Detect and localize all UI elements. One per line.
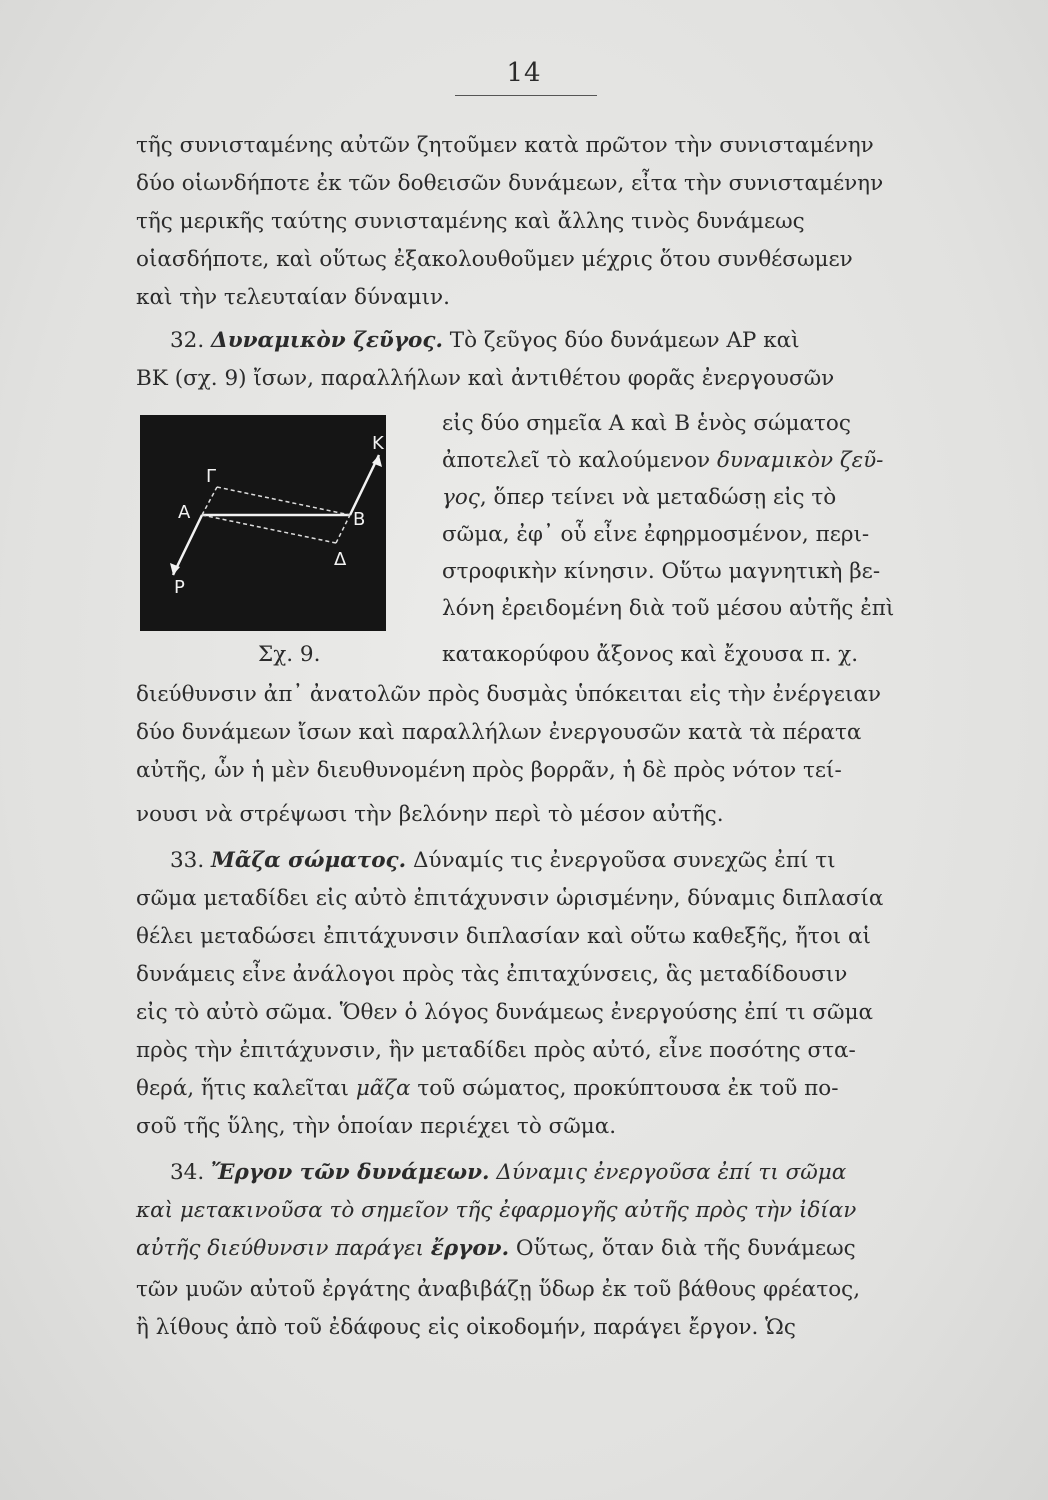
text-line: εἰς δύο σημεῖα Α καὶ Β ἑνὸς σώματος — [442, 411, 851, 436]
text-line: θέλει μεταδώσει ἐπιτάχυνσιν διπλασίαν καὶ οὕτω καθεξῆς, ἤτοι αἱ — [136, 924, 871, 949]
text-line: αὐτῆς διεύθυνσιν παράγει ἔργον. Οὕτως, ὅταν διὰ τῆς δυνάμεως — [136, 1236, 856, 1261]
section-number: 32. — [170, 328, 212, 353]
text-line: εἰς τὸ αὐτὸ σῶμα. Ὅθεν ὁ λόγος δυνάμεως ἐνεργούσης ἐπί τι σῶμα — [136, 1000, 874, 1025]
text-line: πρὸς τὴν ἐπιτάχυνσιν, ἣν μεταδίδει πρὸς αὐτό, εἶνε ποσότης στα- — [136, 1038, 856, 1063]
text-line: τῶν μυῶν αὐτοῦ ἐργάτης ἀναβιβάζῃ ὕδωρ ἐκ τοῦ βάθους φρέατος, — [136, 1277, 861, 1302]
figure-caption: Σχ. 9. — [258, 642, 321, 667]
text-line: θερά, ἥτις καλεῖται μᾶζα τοῦ σώματος, προκύπτουσα ἐκ τοῦ πο- — [136, 1076, 839, 1101]
text-line: σοῦ τῆς ὕλης, τὴν ὁποίαν περιέχει τὸ σῶμα. — [136, 1114, 617, 1139]
label-A: Α — [178, 502, 191, 523]
text-line: σῶμα, ἐφ᾽ οὗ εἶνε ἐφηρμοσμένον, περι- — [442, 522, 870, 547]
text-line: γος, ὅπερ τείνει νὰ μεταδώσῃ εἰς τὸ — [442, 485, 837, 510]
label-G: Γ — [206, 466, 217, 487]
page-number: 14 — [506, 58, 542, 88]
section-34-heading: 34. Ἔργον τῶν δυνάμεων. Δύναμις ἐνεργοῦσα ἐπί τι σῶμα — [170, 1160, 847, 1185]
text-line: δύο οἱωνδήποτε ἐκ τῶν δοθεισῶν δυνάμεων, εἶτα τὴν συνισταμένην — [136, 171, 884, 196]
text-line: σῶμα μεταδίδει εἰς αὐτὸ ἐπιτάχυνσιν ὡρισμένην, δύναμις διπλασία — [136, 886, 884, 911]
dashed-AD — [202, 515, 336, 543]
text-line: ἀποτελεῖ τὸ καλούμενον δυναμικὸν ζεῦ- — [442, 448, 884, 473]
text-line: τῆς μερικῆς ταύτης συνισταμένης καὶ ἄλλης τινὸς δυνάμεως — [136, 209, 805, 234]
text-line: αὐτῆς, ὧν ἡ μὲν διευθυνομένη πρὸς βορρᾶν, ἡ δὲ πρὸς νότον τεί- — [136, 758, 842, 783]
section-number: 33. — [170, 848, 212, 873]
section-title: Ἔργον τῶν δυνάμεων. — [211, 1160, 490, 1185]
text-line: τῆς συνισταμένης αὐτῶν ζητοῦμεν κατὰ πρῶτον τὴν συνισταμένην — [136, 133, 874, 158]
label-D: Δ — [334, 549, 347, 570]
text-line: καὶ μετακινοῦσα τὸ σημεῖον τῆς ἐφαρμογῆς αὐτῆς πρὸς τὴν ἰδίαν — [136, 1198, 857, 1223]
text-line: νουσι νὰ στρέψωσι τὴν βελόνην περὶ τὸ μέσον αὐτῆς. — [136, 802, 724, 827]
dashed-DB — [336, 515, 350, 543]
dashed-AG — [202, 487, 217, 515]
section-title: Δυναμικὸν ζεῦγος. — [211, 328, 443, 353]
text-line: δύο δυνάμεων ἴσων καὶ παραλλήλων ἐνεργουσῶν κατὰ τὰ πέρατα — [136, 720, 862, 745]
text-line: δυνάμεις εἶνε ἀνάλογοι πρὸς τὰς ἐπιταχύνσεις, ἃς μεταδίδουσιν — [136, 962, 848, 987]
text-line: οἱασδήποτε, καὶ οὕτως ἐξακολουθοῦμεν μέχρις ὅτου συνθέσωμεν — [136, 247, 853, 272]
label-K: Κ — [372, 433, 384, 454]
figure-svg — [140, 415, 386, 631]
text-line: καὶ τὴν τελευταίαν δύναμιν. — [136, 285, 450, 310]
text-line: στροφικὴν κίνησιν. Οὕτω μαγνητικὴ βε- — [442, 559, 881, 584]
label-B: Β — [353, 509, 366, 530]
text-line: κατακορύφου ἄξονος καὶ ἔχουσα π. χ. — [442, 642, 859, 667]
section-32-heading: 32. Δυναμικὸν ζεῦγος. Τὸ ζεῦγος δύο δυνάμεων ΑΡ καὶ — [170, 328, 800, 353]
section-number: 34. — [170, 1160, 212, 1185]
text-line: ΒΚ (σχ. 9) ἴσων, παραλλήλων καὶ ἀντιθέτου φορᾶς ἐνεργουσῶν — [136, 366, 835, 391]
header-rule — [455, 95, 597, 96]
section-33-heading: 33. Μᾶζα σώματος. Δύναμίς τις ἐνεργοῦσα συνεχῶς ἐπί τι — [170, 848, 836, 873]
text-line: διεύθυνσιν ἀπ᾽ ἀνατολῶν πρὸς δυσμὰς ὑπόκειται εἰς τὴν ἐνέργειαν — [136, 682, 881, 707]
text-line: λόνη ἐρειδομένη διὰ τοῦ μέσου αὐτῆς ἐπὶ — [442, 596, 895, 621]
text-line: ἢ λίθους ἀπὸ τοῦ ἐδάφους εἰς οἰκοδομήν, παράγει ἔργον. Ὡς — [136, 1315, 796, 1340]
figure-couple-diagram — [140, 415, 386, 631]
label-P: Ρ — [174, 577, 185, 598]
section-title: Μᾶζα σώματος. — [211, 848, 407, 873]
dashed-GB — [217, 487, 350, 515]
